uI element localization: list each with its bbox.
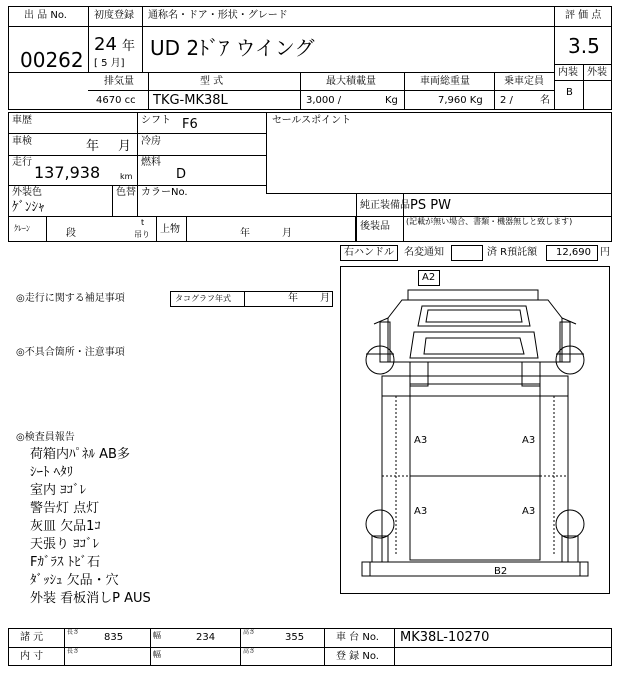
truck-diagram [340,266,610,594]
damage-mark-a3: A3 [414,435,428,446]
report-line: 荷箱内ﾊﾟﾈﾙ AB多 [30,447,130,462]
loading-label: 上物 [160,224,180,235]
fuel: D [176,167,187,182]
height-label: 高さ [243,629,256,636]
aircon-label: 冷房 [141,136,161,147]
report-line: 警告灯 点灯 [30,501,100,516]
shift: F6 [182,117,198,132]
capacity-unit: 名 [540,95,550,106]
mileage: 137,938 [34,163,101,182]
interior-grade-label: 内装 [558,67,578,78]
model: TKG-MK38L [153,93,228,108]
loading-month-unit: 月 [282,228,292,239]
report-line: 外装 看板消しP AUS [30,591,151,606]
equipment: PS PW [410,198,451,213]
aftermarket-note: (記載が無い場合、書類・機器無しと致します) [406,217,573,226]
driving-notes-label: ◎走行に関する補足事項 [16,293,125,304]
dims-label: 諸 元 [20,632,44,643]
chassis-label: 車 台 No. [336,632,379,643]
report-line: Fｶﾞﾗｽ ﾄﾋﾞ石 [30,555,101,570]
vehicle-name-label: 通称名・ドア・形状・グレード [148,10,288,21]
length-label: 長さ [67,629,80,636]
tacho-year-unit: 年 [288,293,298,304]
tacho-label: タコグラフ年式 [175,294,231,303]
exterior-color-label: 外装色 [12,187,42,198]
capacity-label: 乗車定員 [504,76,544,87]
registration-label: 登 録 No. [336,651,379,662]
tacho-month-unit: 月 [320,293,330,304]
width-label: 幅 [153,631,161,640]
fuel-label: 燃料 [141,157,161,168]
aftermarket-label: 後装品 [360,221,390,232]
inspection-label: 車検 [12,136,32,147]
first-reg-year-unit: 年 [122,39,136,54]
capacity: 2 / [500,95,513,106]
first-reg-year: 24 [94,34,117,55]
model-label: 型 式 [200,76,224,87]
report-line: ﾀﾞｯｼｭ 欠品・穴 [30,573,119,588]
loading-year-unit: 年 [240,228,250,239]
defects-label: ◎不具合箇所・注意事項 [16,347,125,358]
length: 835 [104,632,124,643]
lot-no: 00262 [20,48,84,72]
crane-ton-unit: t [141,218,145,227]
damage-mark-a2: A2 [422,272,436,283]
report-line: 灰皿 欠品1ｺ [30,519,101,534]
mileage-unit: km [120,172,133,181]
crane-stage-unit: 段 [66,228,76,239]
max-load: 3,000 / [306,95,342,106]
deposit-label: 済 R預託額 [487,247,538,258]
interior-grade: B [566,87,573,98]
damage-mark-b2: B2 [494,566,508,577]
exterior-color: ｹﾞﾝｼｬ [12,200,45,215]
inner-dims-label: 内 寸 [20,651,44,662]
color-no-label: カラーNo. [141,187,188,198]
report-line: 天張り ﾖｺﾞﾚ [30,537,100,552]
inner-width-label: 幅 [153,650,161,659]
history-label: 車歴 [12,115,32,126]
damage-mark-a3: A3 [522,506,536,517]
crane-hang-unit: 吊り [134,230,150,239]
height: 355 [285,632,305,643]
width: 234 [196,632,216,643]
gross-weight-label: 車両総重量 [420,76,470,87]
inner-height-label: 高さ [243,648,256,655]
inspector-report-label: ◎検査員報告 [16,432,75,443]
inspection-year-unit: 年 [86,139,100,154]
gross-weight: 7,960 Kg [438,95,483,106]
vehicle-name: UD 2ﾄﾞｱ ウイング [150,36,315,60]
first-reg-label: 初度登録 [94,10,134,21]
max-load-label: 最大積載量 [326,76,376,87]
equipment-label: 純正装備品 [360,200,410,211]
crane-row [8,216,356,242]
displacement-label: 排気量 [104,76,134,87]
crane-label: ｸﾚｰﾝ [14,224,30,233]
name-change-box [451,245,483,261]
damage-mark-a3: A3 [414,506,428,517]
displacement: 4670 cc [96,95,136,106]
right-handle: 右ハンドル [344,247,394,258]
grade-label: 評 価 点 [565,10,602,21]
mileage-label: 走行 [12,157,32,168]
exterior-grade-label: 外装 [587,67,607,78]
deposit: 12,690 [556,247,591,258]
color-change-label: 色替 [116,187,136,198]
deposit-yen: 円 [600,247,610,258]
damage-mark-a3: A3 [522,435,536,446]
grade-value: 3.5 [568,34,600,58]
inspection-month-unit: 月 [118,139,132,154]
inner-length-label: 長さ [67,648,80,655]
chassis-no: MK38L-10270 [400,630,490,645]
first-reg-month: [ 5 月] [94,58,125,69]
shift-label: シフト [141,115,171,126]
report-line: 室内 ﾖｺﾞﾚ [30,483,87,498]
report-line: ｼｰﾄ ﾍﾀﾘ [30,465,74,480]
sales-point-label: セールスポイント [272,115,352,126]
max-load-unit: Kg [385,95,398,106]
name-change-label: 名変通知 [404,247,444,258]
lot-no-label: 出 品 No. [24,10,67,21]
